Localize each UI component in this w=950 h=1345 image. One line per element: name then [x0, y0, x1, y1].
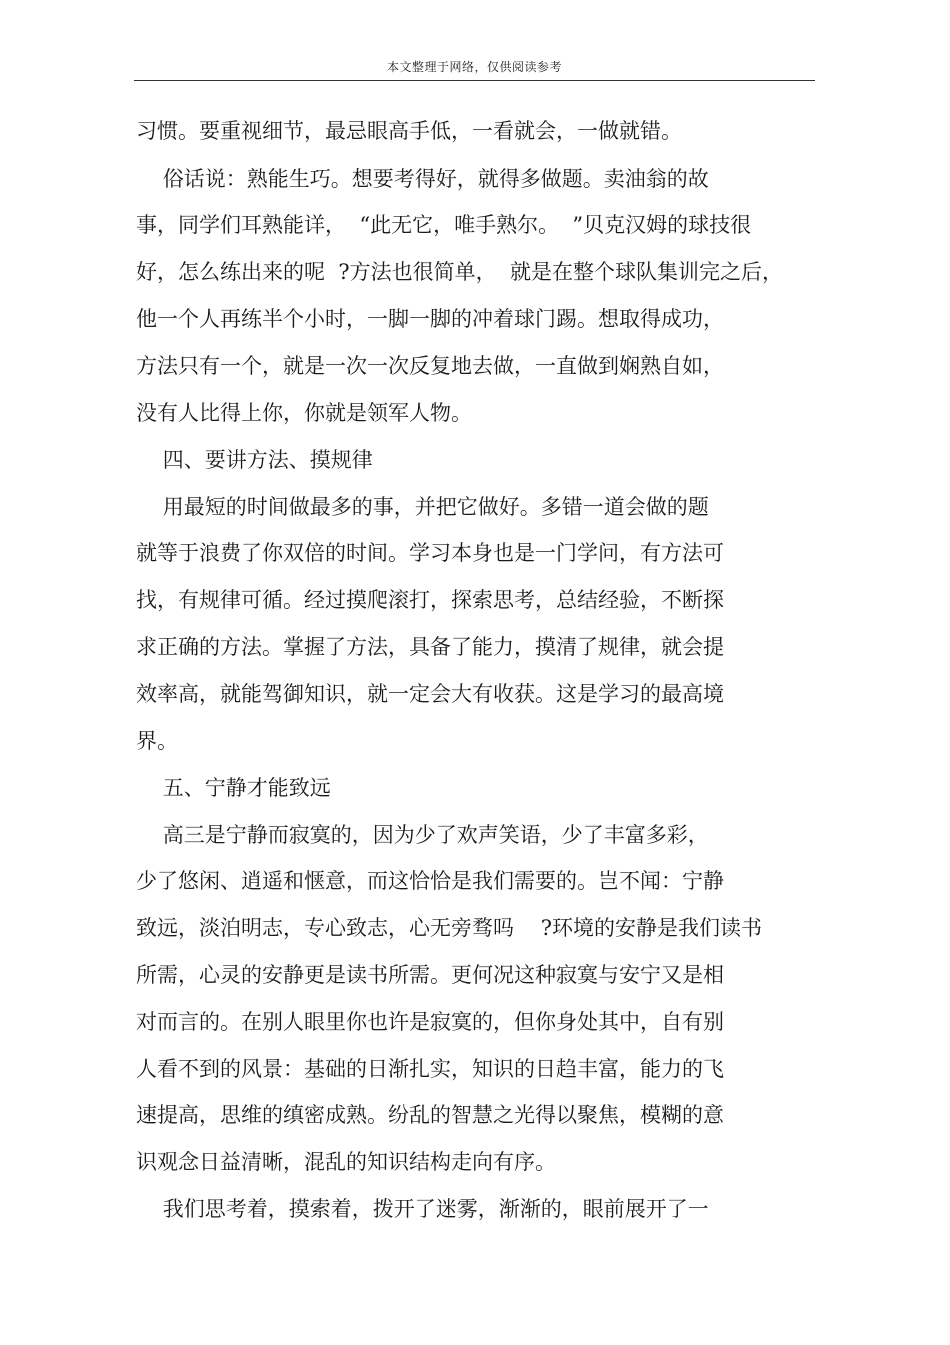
text-line: 习惯。要重视细节，最忌眼高手低，一看就会，一做就错。 — [136, 119, 682, 143]
section-heading: 四、要讲方法、摸规律 — [136, 448, 373, 472]
text-line: 少了悠闲、逍遥和惬意，而这恰恰是我们需要的。岂不闻：宁静 — [136, 869, 724, 893]
text-line: 识观念日益清晰，混乱的知识结构走向有序。 — [136, 1150, 556, 1174]
text-line: 人看不到的风景：基础的日渐扎实，知识的日趋丰富，能力的飞 — [136, 1057, 724, 1081]
text-line: 对而言的。在别人眼里你也许是寂寞的，但你身处其中，自有别 — [136, 1010, 724, 1034]
text-line: 界。 — [136, 729, 178, 753]
text-line: 效率高，就能驾御知识，就一定会大有收获。这是学习的最高境 — [136, 682, 724, 706]
text-line: 找，有规律可循。经过摸爬滚打，探索思考，总结经验，不断探 — [136, 588, 724, 612]
text-line: 高三是宁静而寂寞的，因为少了欢声笑语，少了丰富多彩， — [136, 823, 709, 847]
text-line: 我们思考着，摸索着，拨开了迷雾，渐渐的，眼前展开了一 — [136, 1197, 709, 1221]
text-line: 事，同学们耳熟能详， “此无它，唯手熟尔。 ”贝克汉姆的球技很 — [136, 213, 752, 237]
header-divider — [134, 80, 815, 81]
text-line: 速提高，思维的缜密成熟。纷乱的智慧之光得以聚焦，模糊的意 — [136, 1103, 724, 1127]
text-line: 用最短的时间做最多的事，并把它做好。多错一道会做的题 — [136, 495, 709, 519]
text-line: 所需，心灵的安静更是读书所需。更何况这种寂寞与安宁又是相 — [136, 963, 724, 987]
text-line: 好，怎么练出来的呢 ?方法也很简单， 就是在整个球队集训完之后， — [136, 260, 783, 284]
section-heading: 五、宁静才能致远 — [136, 776, 331, 800]
text-line: 他一个人再练半个小时，一脚一脚的冲着球门踢。想取得成功， — [136, 307, 724, 331]
text-line: 求正确的方法。掌握了方法，具备了能力，摸清了规律，就会提 — [136, 635, 724, 659]
text-line: 没有人比得上你，你就是领军人物。 — [136, 401, 472, 425]
page-header: 本文整理于网络，仅供阅读参考 — [386, 60, 562, 74]
text-line: 方法只有一个，就是一次一次反复地去做，一直做到娴熟自如， — [136, 354, 724, 378]
text-line: 就等于浪费了你双倍的时间。学习本身也是一门学问，有方法可 — [136, 541, 724, 565]
text-line: 俗话说：熟能生巧。想要考得好，就得多做题。卖油翁的故 — [136, 167, 709, 191]
text-line: 致远，淡泊明志，专心致志，心无旁骛吗 ?环境的安静是我们读书 — [136, 916, 762, 940]
